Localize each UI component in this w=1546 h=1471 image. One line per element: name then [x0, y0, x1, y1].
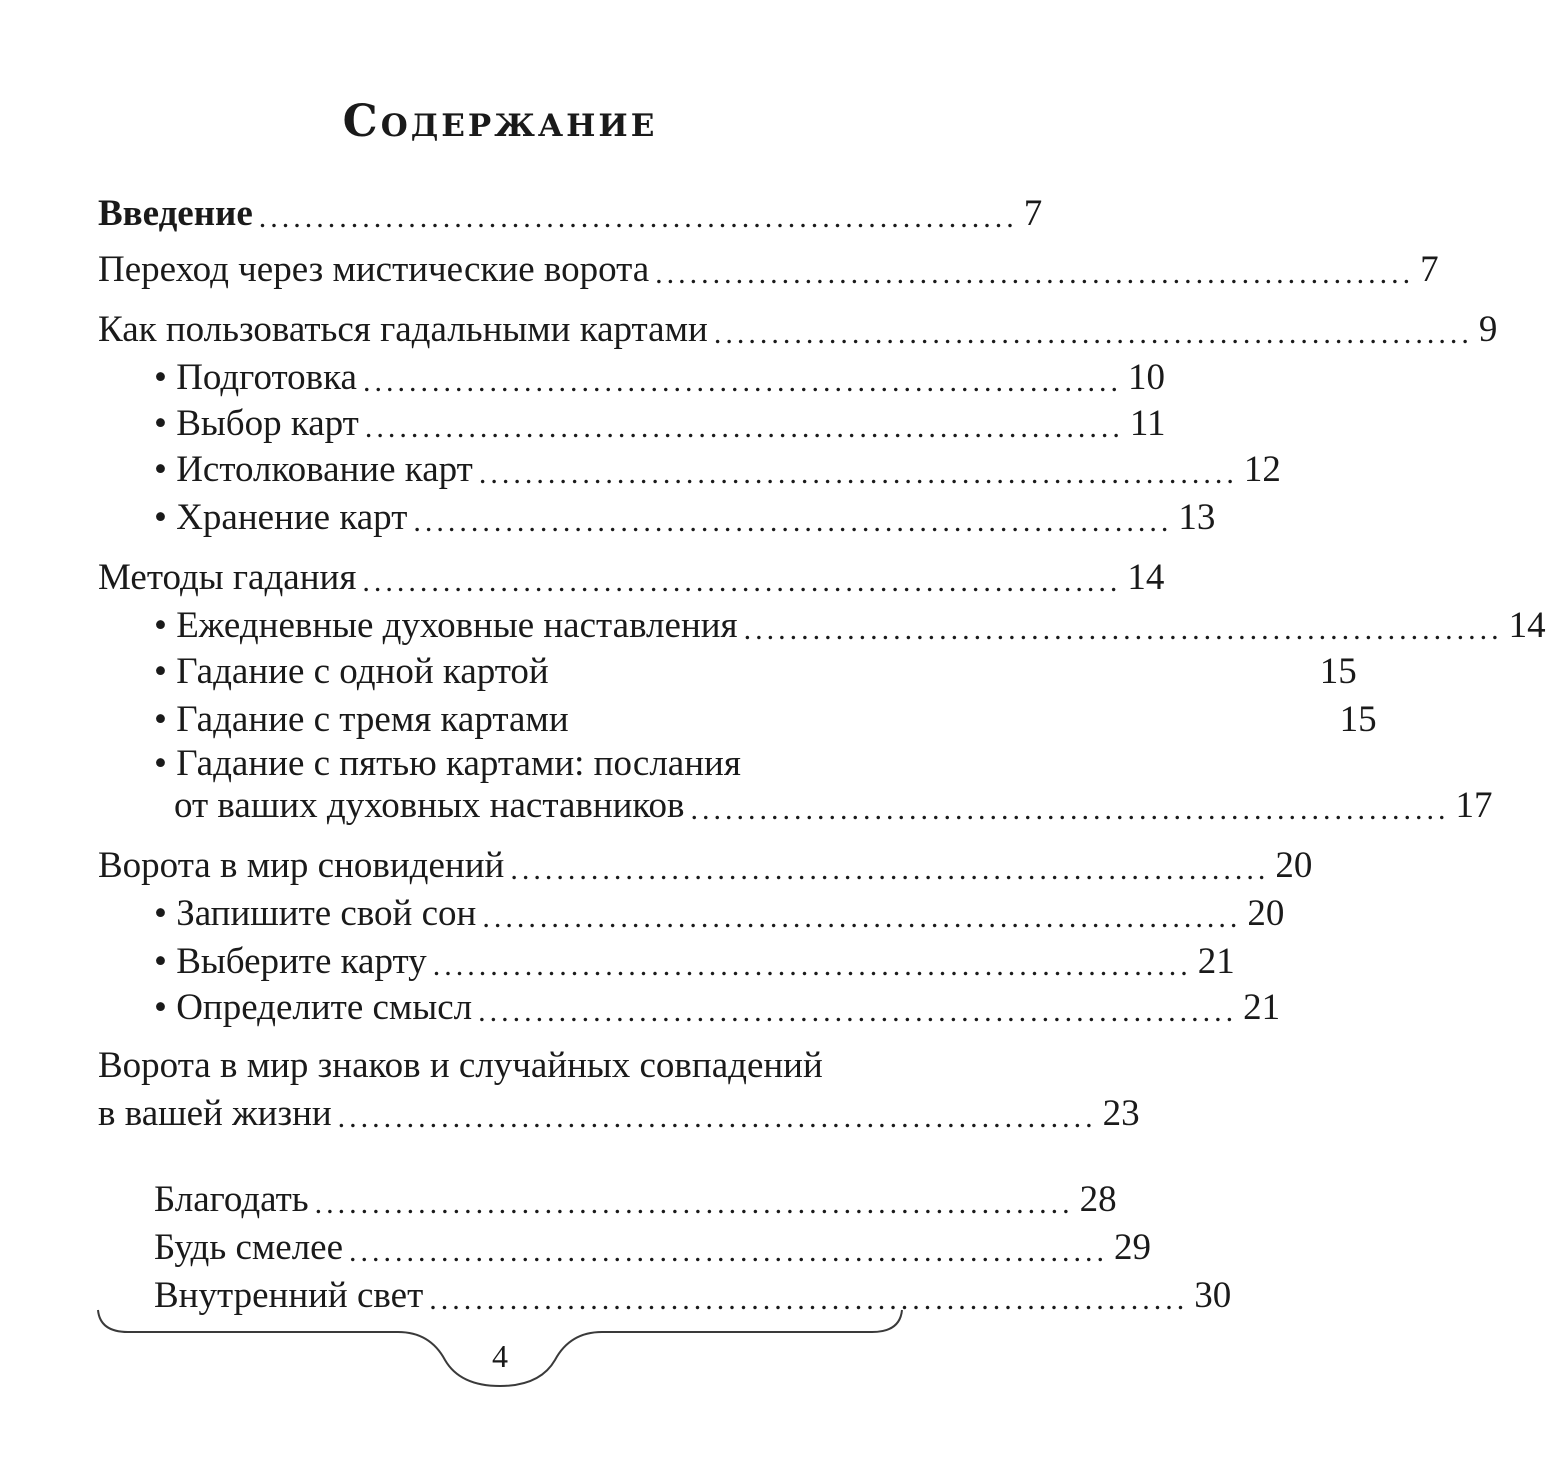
toc-entry-page: 12 [1243, 449, 1281, 490]
dot-leader: .................................................................. [364, 411, 1124, 444]
toc-entry[interactable] [154, 398, 1166, 448]
dot-leader: .................................................................. [713, 317, 1473, 350]
dot-leader: .................................................................. [337, 1101, 1097, 1134]
toc-entry[interactable] [154, 600, 1546, 650]
toc-entry-page: 29 [1114, 1227, 1152, 1268]
toc-entry-label: в вашей жизни [98, 1093, 332, 1134]
toc-entry-label: Благодать [154, 1179, 309, 1220]
toc-entry[interactable] [154, 444, 1281, 494]
toc-entry-label: Будь смелее [154, 1227, 344, 1268]
toc-entry-page: 13 [1178, 497, 1216, 538]
toc-entry[interactable] [98, 188, 1043, 238]
toc-entry-label: от ваших духовных наставников [174, 785, 685, 826]
toc-entry-page: 15 [1319, 651, 1357, 692]
toc-entry-page: 28 [1079, 1179, 1117, 1220]
page-number: 4 [492, 1338, 508, 1374]
toc-entry[interactable] [154, 1174, 1117, 1224]
toc-entry-page: 14 [1127, 557, 1165, 598]
toc-entry-page: 11 [1129, 403, 1166, 444]
dot-leader: .................................................................. [349, 1235, 1109, 1268]
toc-entry-label: • Определите смысл [154, 987, 473, 1028]
toc-entry-page: 17 [1455, 785, 1493, 826]
toc-entry-label-line1[interactable]: • Гадание с пятью картами: послания [154, 743, 741, 784]
dot-leader: .................................................................. [362, 565, 1122, 598]
toc-entry[interactable] [154, 492, 1216, 542]
toc-entry-page: 10 [1127, 357, 1165, 398]
dot-leader: .................................................................. [655, 257, 1415, 290]
toc-entry-label: • Истолкование карт [154, 449, 473, 490]
toc-entry[interactable] [154, 352, 1165, 402]
toc-entry-label: Ворота в мир сновидений [98, 845, 505, 886]
dot-leader: .................................................................. [413, 505, 1173, 538]
toc-entry-label: • Ежедневные духовные наставления [154, 605, 738, 646]
toc-entry-page: 20 [1247, 893, 1285, 934]
toc-entry-label: Внутренний свет [154, 1275, 424, 1316]
toc-entry-page: 14 [1508, 605, 1546, 646]
toc-entry[interactable] [154, 936, 1235, 986]
toc-entry[interactable] [98, 244, 1439, 294]
page-title: Содержание [342, 96, 658, 147]
toc-entry-label: • Хранение карт [154, 497, 408, 538]
toc-entry-page: 9 [1478, 309, 1498, 350]
toc-entry[interactable] [98, 552, 1165, 602]
toc-entry-label: • Гадание с одной картой [154, 651, 549, 692]
toc-entry[interactable] [154, 1222, 1152, 1272]
toc-entry-page: 7 [1023, 193, 1043, 234]
toc-entry-page: 15 [1339, 699, 1377, 740]
dot-leader: .................................................................. [482, 901, 1242, 934]
toc-entry-page: 20 [1275, 845, 1313, 886]
toc-entry-label: • Выбор карт [154, 403, 359, 444]
toc-entry[interactable] [154, 888, 1285, 938]
toc-entry[interactable] [154, 646, 1357, 696]
dot-leader: .................................................................. [429, 1283, 1189, 1316]
toc-entry[interactable] [174, 780, 1493, 830]
toc-entry[interactable] [154, 982, 1281, 1032]
dot-leader: .................................................................. [432, 949, 1192, 982]
dot-leader: .................................................................. [478, 995, 1238, 1028]
dot-leader: .................................................................. [743, 613, 1503, 646]
toc-entry-page: 23 [1102, 1093, 1140, 1134]
toc-entry-label: Переход через мистические ворота [98, 249, 650, 290]
dot-leader: .................................................................. [690, 793, 1450, 826]
toc-entry-page: 21 [1243, 987, 1281, 1028]
toc-entry-page: 21 [1197, 941, 1235, 982]
toc-entry-label: • Выберите карту [154, 941, 427, 982]
toc-entry[interactable] [98, 840, 1313, 890]
toc-entry-label: Как пользоваться гадальными картами [98, 309, 708, 350]
dot-leader: .................................................................. [510, 853, 1270, 886]
toc-entry-label: • Подготовка [154, 357, 357, 398]
toc-entry-label: • Запишите свой сон [154, 893, 477, 934]
toc-entry[interactable] [98, 1088, 1140, 1138]
toc-entry-label: Методы гадания [98, 557, 357, 598]
dot-leader: .................................................................. [258, 201, 1018, 234]
toc-entry-label: Введение [98, 193, 253, 234]
toc-entry-label-line1[interactable]: Ворота в мир знаков и случайных совпадений [98, 1045, 823, 1086]
dot-leader: .................................................................. [362, 365, 1122, 398]
toc-entry-page: 30 [1194, 1275, 1232, 1316]
dot-leader: .................................................................. [478, 457, 1238, 490]
toc-entry-page: 7 [1420, 249, 1439, 290]
dot-leader: .................................................................. [314, 1187, 1074, 1220]
toc-entry[interactable] [154, 694, 1377, 744]
toc-entry[interactable] [98, 304, 1498, 354]
toc-entry-label: • Гадание с тремя картами [154, 699, 569, 740]
